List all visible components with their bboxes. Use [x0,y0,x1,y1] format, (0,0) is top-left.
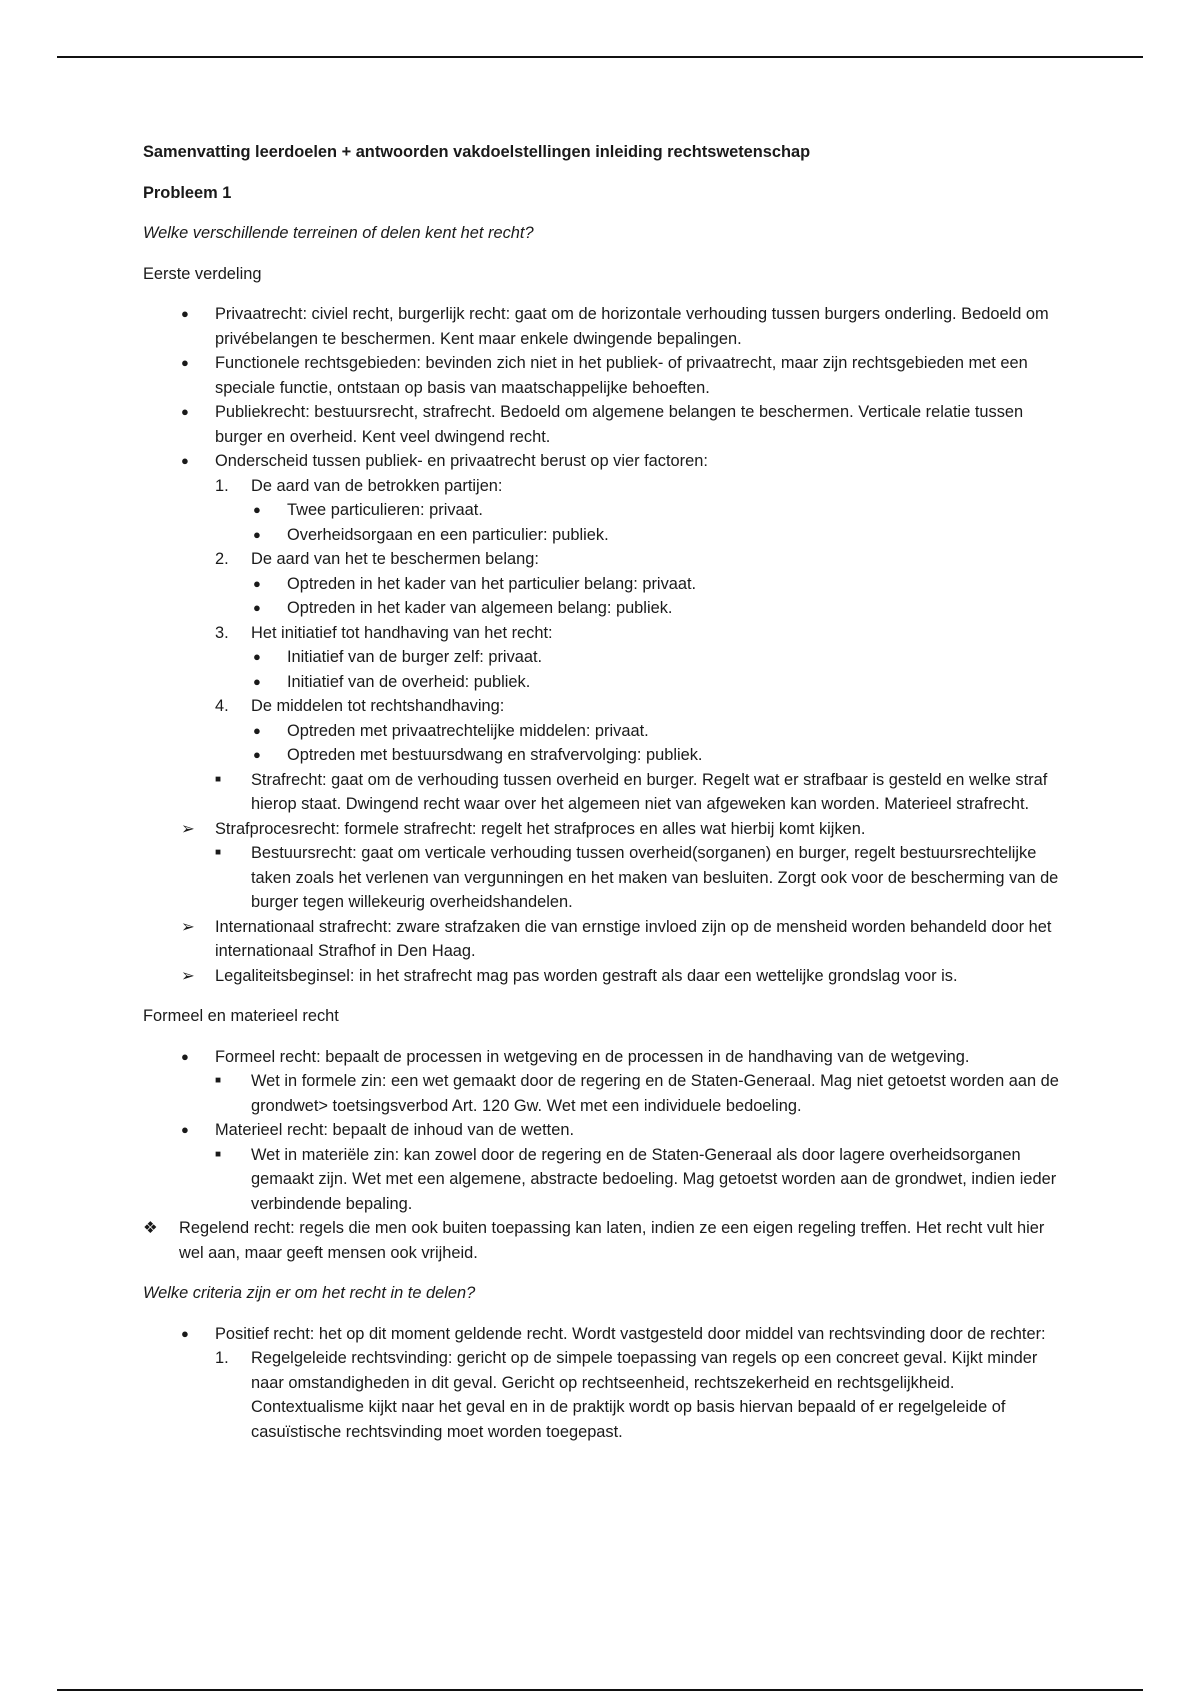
sub-item-text: Optreden in het kader van algemeen belang: publiek. [287,599,673,617]
list-item-text: Formeel recht: bepaalt de processen in wetgeving en de processen in de handhaving van de wetgeving. [215,1047,970,1066]
question-heading: Welke criteria zijn er om het recht in te delen? [143,1284,476,1302]
arrow-bullet-icon: ➢ [181,966,195,985]
list-item-internationaal [143,915,1063,964]
list-item-text: Regelend recht: regels die men ook buiten toepassing kan laten, indien ze een eigen regeling treffen. Het recht vult hier wel aan, maar geeft mensen ook vrijheid. [179,1219,1045,1262]
list-item-strafprocesrecht [143,817,1063,842]
subheading-formeel-materieel: Formeel en materieel recht [143,1007,339,1025]
list-item [143,1118,1063,1143]
numbered-item-text: De aard van de betrokken partijen: [251,476,503,495]
bullet-icon: ● [181,306,189,321]
document-title: Samenvatting leerdoelen + antwoorden vakdoelstellingen inleiding rechtswetenschap [143,143,811,161]
list-item-bestuursrecht [143,841,1063,915]
bottom-rule [57,1689,1143,1691]
numbered-item-text: De aard van het te beschermen belang: [251,550,539,568]
square-bullet-icon: ■ [215,847,222,858]
list-item-text: Functionele rechtsgebieden: bevinden zich niet in het publiek- of privaatrecht, maar zijn rechtsgebieden met een speciale functie, ontstaan op basis van maatschappelijke behoeften. [215,354,1028,397]
list-item [143,1045,1063,1070]
sub-item-text: Wet in materiële zin: kan zowel door de regering en de Staten-Generaal als door lagere overheidsorganen gemaakt zijn. Wet met een algemene, abstracte bedoeling. Mag getoetst worden aan de grondwet, indien ieder verbindende bepaling. [251,1145,1057,1213]
sub-item-text: Initiatief van de overheid: publiek. [287,672,531,691]
numbered-item [143,474,1063,499]
number-marker: 1. [215,1349,229,1367]
square-bullet-icon: ■ [215,773,222,785]
subheading-eerste-verdeling: Eerste verdeling [143,264,262,283]
bullet-icon: ● [181,355,189,370]
bullet-icon: ● [253,722,261,738]
bullet-icon: ● [181,1048,189,1064]
sub-item [143,572,1063,597]
numbered-item-text: Regelgeleide rechtsvinding: gericht op de simpele toepassing van regels op een concreet geval. Kijkt minder naar omstandigheden in dit geval. Gericht op rechtseenheid, rechtszekerheid en rechtsgelijkheid. Contextualisme kijkt naar het geval en in de praktijk wordt op basis hiervan bepaald of er regelgeleide of casuïstische rechtsvinding moet worden toegepast. [251,1349,1038,1441]
list-item-regelend [143,1216,1063,1265]
document-body [143,140,1063,1444]
bullet-icon: ● [181,1122,189,1137]
list-item-text: Privaatrecht: civiel recht, burgerlijk recht: gaat om de horizontale verhouding tussen burgers onderling. Bedoeld om privébelangen te beschermen. Kent maar enkele dwingende bepalingen. [215,305,1049,348]
list-item-text: Positief recht: het op dit moment geldende recht. Wordt vastgesteld door middel van rechtsvinding door de rechter: [215,1324,1046,1343]
sub-item-text: Optreden in het kader van het particulier belang: privaat. [287,574,697,593]
section-heading: Probleem 1 [143,183,232,202]
number-marker: 4. [215,697,229,715]
list-item-strafrecht [143,768,1063,817]
numbered-item-text: De middelen tot rechtshandhaving: [251,697,505,715]
sub-item [143,498,1063,523]
sub-item [143,523,1063,548]
number-marker: 1. [215,476,229,495]
sub-item [143,645,1063,670]
square-bullet-icon: ■ [215,1075,222,1086]
diamond-bullet-icon: ❖ [143,1219,158,1237]
bullet-icon: ● [181,453,189,468]
bullet-icon: ● [181,404,189,419]
sub-item-text: Overheidsorgaan en een particulier: publiek. [287,525,609,544]
sub-item [143,719,1063,744]
bullet-icon: ● [253,502,261,517]
bullet-icon: ● [253,575,261,591]
numbered-item-text: Het initiatief tot handhaving van het recht: [251,623,553,642]
square-bullet-icon: ■ [215,1148,222,1160]
list-criteria [143,1322,1063,1445]
list-formeel-materieel [143,1045,1063,1266]
list-item [143,400,1063,449]
bullet-icon: ● [181,1325,189,1341]
arrow-bullet-icon: ➢ [181,917,195,936]
bullet-icon: ● [253,747,261,762]
list-item-text: Materieel recht: bepaalt de inhoud van de wetten. [215,1121,575,1139]
list-item-text: Legaliteitsbeginsel: in het strafrecht mag pas worden gestraft als daar een wettelijke grondslag voor is. [215,966,958,985]
bullet-icon: ● [253,673,261,689]
sub-item-text: Twee particulieren: privaat. [287,501,483,519]
question-heading: Welke verschillende terreinen of delen kent het recht? [143,224,534,242]
number-marker: 2. [215,550,229,568]
numbered-item [143,694,1063,719]
sub-item [143,670,1063,695]
list-item-text: Strafprocesrecht: formele strafrecht: regelt het strafproces en alles wat hierbij komt kijken. [215,819,866,838]
list-item-text: Strafrecht: gaat om de verhouding tussen overheid en burger. Regelt wat er strafbaar is gesteld en welke straf hierop staat. Dwingend recht waar over het algemeen niet van afgeweken kan worden. Materieel strafrecht. [251,770,1048,813]
list-item [143,449,1063,474]
numbered-item [143,1346,1063,1444]
sub-item [143,596,1063,621]
sub-item-text: Optreden met bestuursdwang en strafvervolging: publiek. [287,746,703,764]
list-item [143,1322,1063,1347]
sub-item [143,743,1063,768]
sub-item [143,1069,1063,1118]
list-item-text: Internationaal strafrecht: zware strafzaken die van ernstige invloed zijn op de mensheid worden behandeld door het internationaal Strafhof in Den Haag. [215,917,1052,960]
sub-item-text: Wet in formele zin: een wet gemaakt door de regering en de Staten-Generaal. Mag niet getoetst worden aan de grondwet> toetsingsverbod Art. 120 Gw. Wet met een individuele bedoeling. [251,1072,1059,1115]
bullet-icon: ● [253,649,261,664]
list-item-text: Onderscheid tussen publiek- en privaatrecht berust op vier factoren: [215,452,708,470]
arrow-bullet-icon: ➢ [181,819,195,838]
sub-item-text: Initiatief van de burger zelf: privaat. [287,648,543,666]
list-item-text: Bestuursrecht: gaat om verticale verhouding tussen overheid(sorganen) en burger, regelt bestuursrechtelijke taken zoals het verlenen van vergunningen en het maken van besluiten. Zorgt ook voor de bescherming van de burger tegen willekeurig overheidshandelen. [251,844,1059,911]
top-rule [57,56,1143,58]
bullet-icon: ● [253,526,261,542]
numbered-item [143,547,1063,572]
list-item [143,302,1063,351]
list-item-text: Publiekrecht: bestuursrecht, strafrecht. Bedoeld om algemene belangen te beschermen. Verticale relatie tussen burger en overheid. Kent veel dwingend recht. [215,403,1024,446]
bullet-icon: ● [253,600,261,615]
list-item-legaliteit [143,964,1063,989]
numbered-item [143,621,1063,646]
list-eerste-verdeling [143,302,1063,988]
sub-item-text: Optreden met privaatrechtelijke middelen: privaat. [287,721,649,740]
number-marker: 3. [215,623,229,642]
sub-item [143,1143,1063,1217]
list-item [143,351,1063,400]
